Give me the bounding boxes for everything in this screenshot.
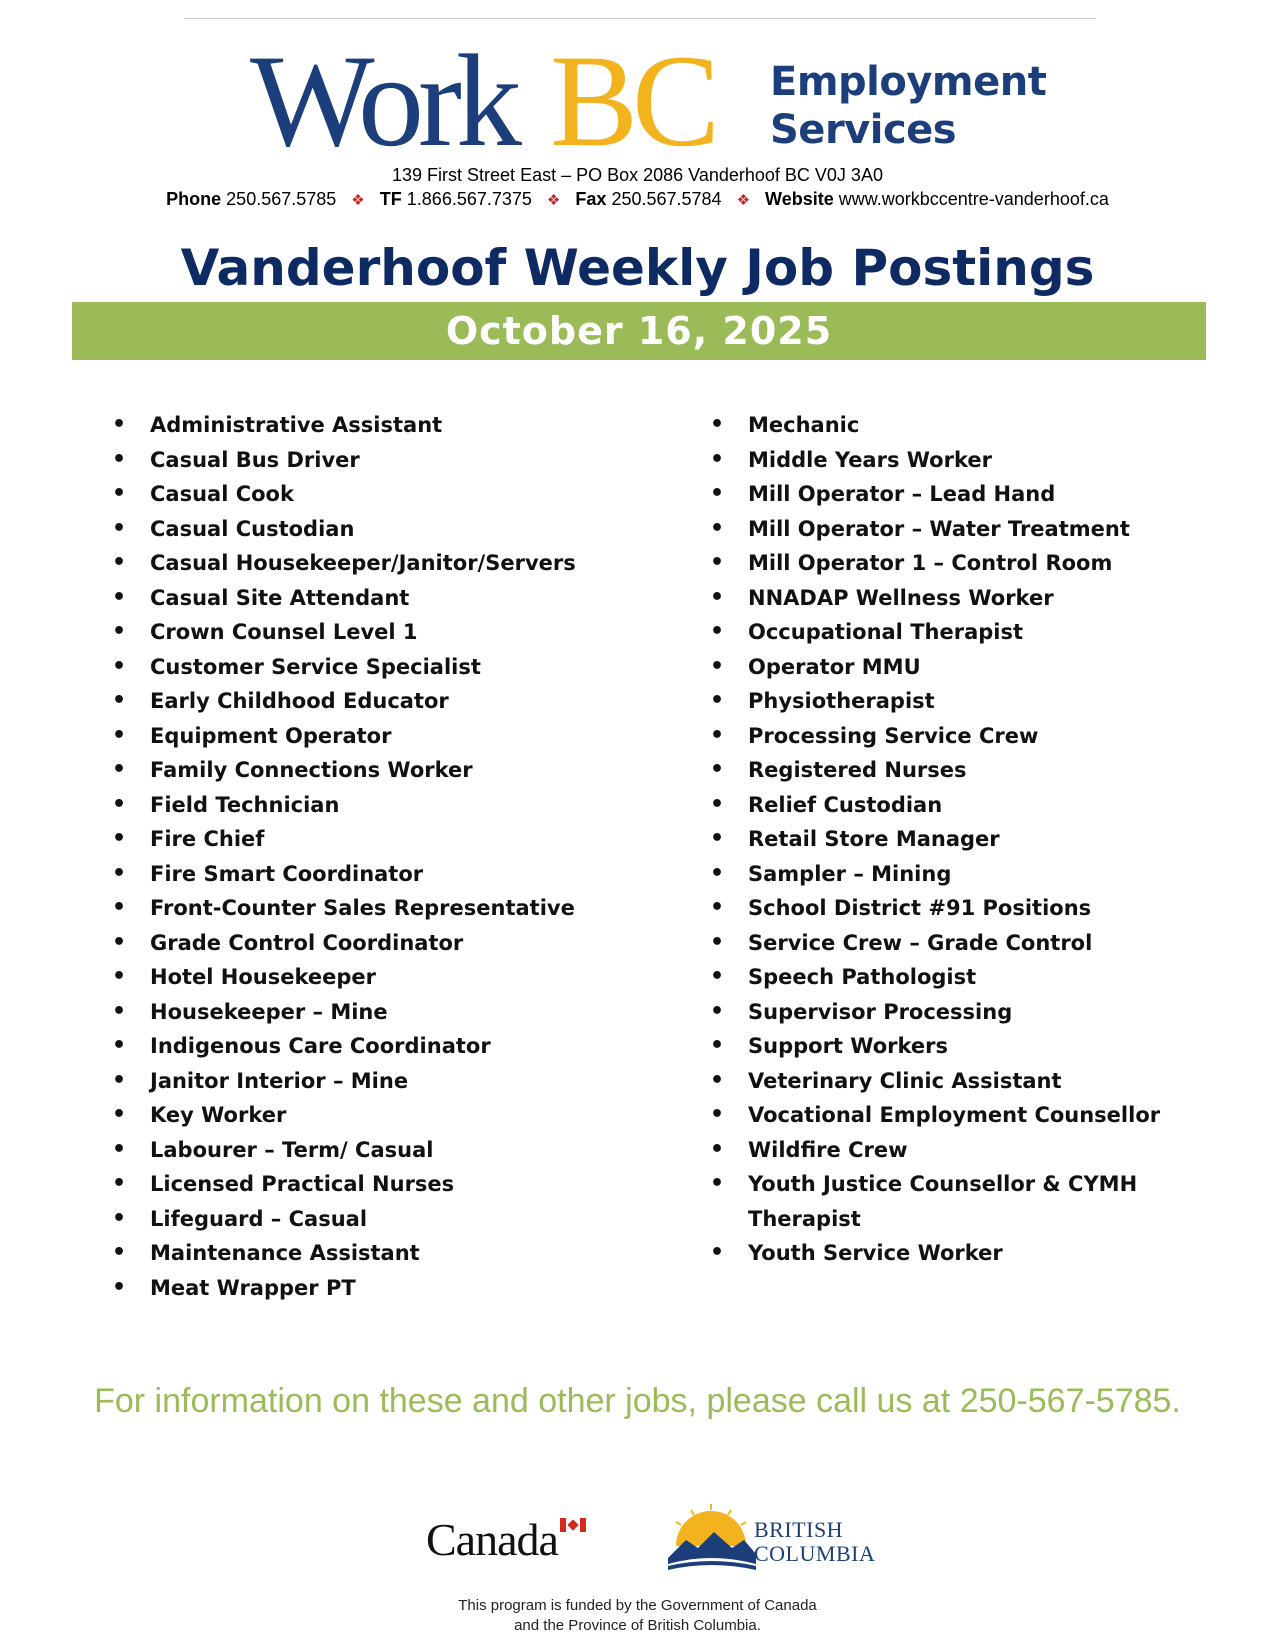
bc-line-2: COLUMBIA bbox=[754, 1541, 876, 1566]
job-posting-item: • Middle Years Worker bbox=[710, 443, 1250, 478]
logo-work-text: Work bbox=[250, 27, 516, 174]
tf-label: TF bbox=[379, 189, 402, 209]
job-posting-item: • Labourer – Term/ Casual bbox=[112, 1133, 672, 1168]
contact-line bbox=[0, 188, 1275, 212]
bc-logo bbox=[666, 1502, 896, 1572]
workbc-logo bbox=[250, 27, 1050, 174]
fax-number: 250.567.5784 bbox=[611, 189, 722, 209]
logo-line-2: Services bbox=[770, 107, 957, 153]
job-posting-item: • Front-Counter Sales Representative bbox=[112, 891, 672, 926]
job-posting-item: • Registered Nurses bbox=[710, 753, 1250, 788]
date-banner bbox=[72, 302, 1206, 360]
separator-icon: ❖ bbox=[546, 192, 561, 209]
job-list-right bbox=[710, 408, 1250, 1271]
job-posting-item: • Lifeguard – Casual bbox=[112, 1202, 672, 1237]
job-posting-item: • Sampler – Mining bbox=[710, 857, 1250, 892]
funding-line-1: This program is funded by the Government of Canada bbox=[458, 1597, 817, 1614]
job-posting-item: • Casual Custodian bbox=[112, 512, 672, 547]
phone-number: 250.567.5785 bbox=[226, 189, 337, 209]
job-posting-item: • Customer Service Specialist bbox=[112, 650, 672, 685]
job-posting-item: • Mill Operator – Water Treatment bbox=[710, 512, 1250, 547]
funding-line-2: and the Province of British Columbia. bbox=[514, 1617, 761, 1634]
top-rule bbox=[184, 18, 1096, 19]
job-posting-item: • Vocational Employment Counsellor bbox=[710, 1098, 1250, 1133]
job-posting-item: • Processing Service Crew bbox=[710, 719, 1250, 754]
job-posting-item: • Housekeeper – Mine bbox=[112, 995, 672, 1030]
job-posting-item: • Relief Custodian bbox=[710, 788, 1250, 823]
job-posting-item: • Administrative Assistant bbox=[112, 408, 672, 443]
job-posting-item: • Fire Smart Coordinator bbox=[112, 857, 672, 892]
job-posting-item: • Maintenance Assistant bbox=[112, 1236, 672, 1271]
job-posting-item: • Fire Chief bbox=[112, 822, 672, 857]
job-posting-item: • Speech Pathologist bbox=[710, 960, 1250, 995]
job-posting-item: • Occupational Therapist bbox=[710, 615, 1250, 650]
canada-flag-icon bbox=[560, 1518, 586, 1532]
job-posting-item: • Field Technician bbox=[112, 788, 672, 823]
canada-wordmark bbox=[426, 1516, 596, 1564]
job-posting-item: • Support Workers bbox=[710, 1029, 1250, 1064]
office-address: 139 First Street East – PO Box 2086 Vanderhoof BC V0J 3A0 bbox=[392, 165, 883, 185]
job-posting-item: • Early Childhood Educator bbox=[112, 684, 672, 719]
job-posting-item: • Indigenous Care Coordinator bbox=[112, 1029, 672, 1064]
logo-line-1: Employment bbox=[770, 59, 1047, 105]
job-posting-item: • Casual Housekeeper/Janitor/Servers bbox=[112, 546, 672, 581]
canada-text: Canada bbox=[426, 1514, 558, 1565]
phone-label: Phone bbox=[166, 189, 222, 209]
job-posting-item: • Janitor Interior – Mine bbox=[112, 1064, 672, 1099]
job-posting-item: • Grade Control Coordinator bbox=[112, 926, 672, 961]
job-posting-item: • Supervisor Processing bbox=[710, 995, 1250, 1030]
job-posting-item: • Key Worker bbox=[112, 1098, 672, 1133]
job-posting-item: • Mill Operator – Lead Hand bbox=[710, 477, 1250, 512]
job-posting-item: • Casual Cook bbox=[112, 477, 672, 512]
job-posting-item: • Licensed Practical Nurses bbox=[112, 1167, 672, 1202]
job-posting-item: • School District #91 Positions bbox=[710, 891, 1250, 926]
posting-date: October 16, 2025 bbox=[445, 309, 833, 353]
separator-icon: ❖ bbox=[736, 192, 751, 209]
job-posting-item: • Youth Service Worker bbox=[710, 1236, 1250, 1271]
fax-label: Fax bbox=[575, 189, 607, 209]
separator-icon: ❖ bbox=[351, 192, 365, 209]
page-title: Vanderhoof Weekly Job Postings bbox=[180, 239, 1095, 297]
job-posting-item: • NNADAP Wellness Worker bbox=[710, 581, 1250, 616]
job-posting-item: • Youth Justice Counsellor & CYMH Therapist bbox=[710, 1167, 1170, 1236]
job-list-left bbox=[112, 408, 672, 1305]
job-posting-item: • Family Connections Worker bbox=[112, 753, 672, 788]
job-posting-item: • Casual Bus Driver bbox=[112, 443, 672, 478]
job-posting-item: • Wildfire Crew bbox=[710, 1133, 1250, 1168]
website-link[interactable]: www.workbccentre-vanderhoof.ca bbox=[838, 189, 1109, 209]
job-posting-item: • Meat Wrapper PT bbox=[112, 1271, 672, 1306]
job-posting-item: • Physiotherapist bbox=[710, 684, 1250, 719]
job-posting-item: • Mechanic bbox=[710, 408, 1250, 443]
bc-line-1: BRITISH bbox=[754, 1517, 844, 1542]
website-label: Website bbox=[765, 189, 834, 209]
bc-sun-mountain-icon bbox=[666, 1502, 756, 1572]
funding-note bbox=[0, 1596, 1275, 1636]
logo-bc-text: BC bbox=[550, 27, 715, 174]
job-posting-item: • Operator MMU bbox=[710, 650, 1250, 685]
job-posting-item: • Crown Counsel Level 1 bbox=[112, 615, 672, 650]
job-posting-item: • Retail Store Manager bbox=[710, 822, 1250, 857]
job-posting-item: • Casual Site Attendant bbox=[112, 581, 672, 616]
bc-text bbox=[754, 1518, 875, 1566]
job-posting-item: • Equipment Operator bbox=[112, 719, 672, 754]
tf-number: 1.866.567.7375 bbox=[406, 189, 532, 209]
info-line: For information on these and other jobs, please call us at 250-567-5785. bbox=[94, 1382, 1181, 1420]
job-posting-item: • Hotel Housekeeper bbox=[112, 960, 672, 995]
job-posting-item: • Service Crew – Grade Control bbox=[710, 926, 1250, 961]
job-posting-item: • Mill Operator 1 – Control Room bbox=[710, 546, 1250, 581]
logo-employment-services bbox=[770, 58, 1046, 154]
job-posting-item: • Veterinary Clinic Assistant bbox=[710, 1064, 1250, 1099]
